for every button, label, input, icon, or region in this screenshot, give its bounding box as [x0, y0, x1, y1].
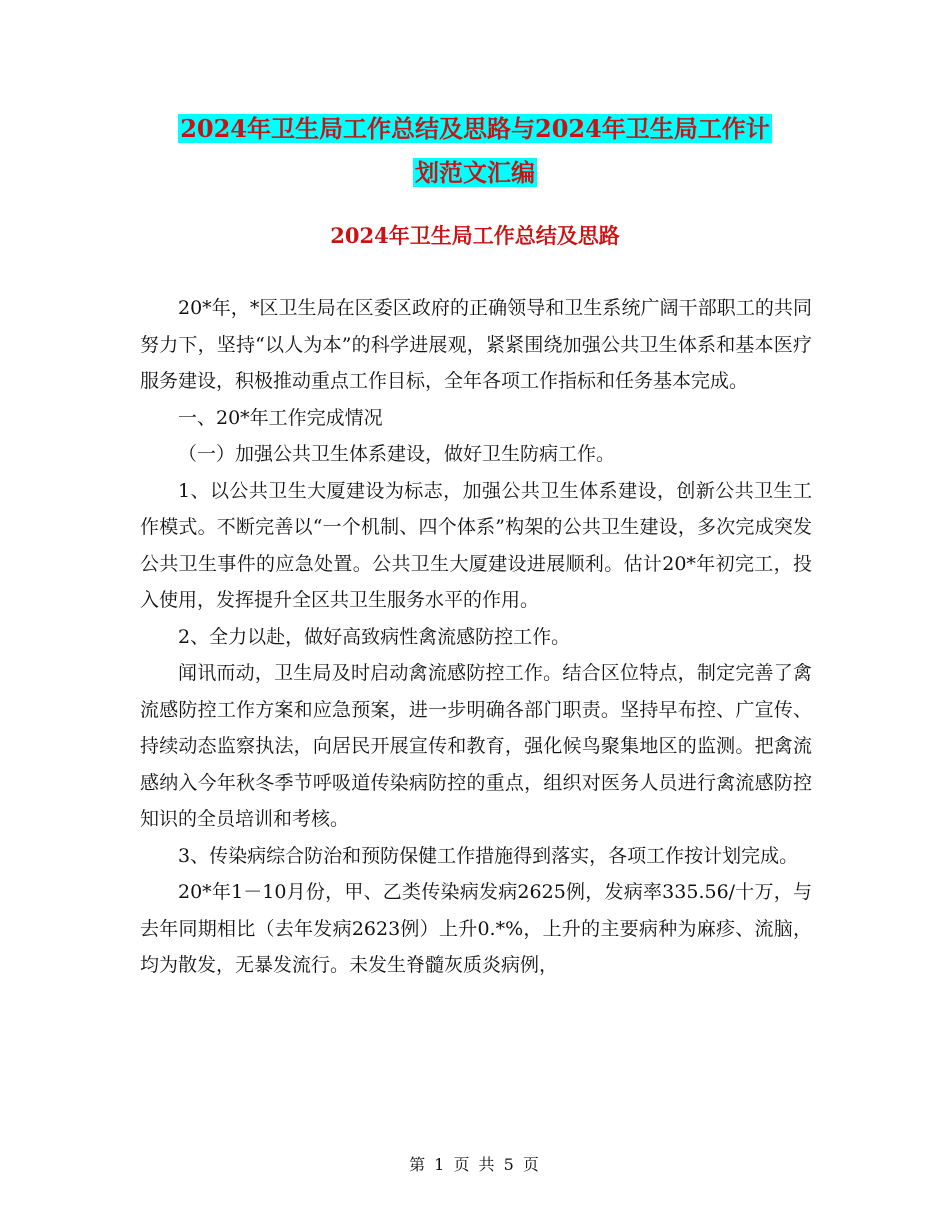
paragraph-item-1: 1、以公共卫生大厦建设为标志，加强公共卫生体系建设，创新公共卫生工作模式。不断完善以“一个机制、四个体系”构架的公共卫生建设，多次完成突发公共卫生事件的应急处置。公共卫生大厦建设进展顺利。估计20*年初完工，投入使用，发挥提升全区共卫生服务水平的作用。 [140, 479, 812, 611]
heading-work-completion: 一、20*年工作完成情况 [178, 406, 383, 429]
document-title-line-2: 划范文汇编 [415, 158, 535, 187]
paragraph-item-2: 2、全力以赴，做好高致病性禽流感防控工作。 [178, 625, 571, 648]
section-title: 2024年卫生局工作总结及思路 [330, 223, 620, 248]
page-footer: 第 1 页 共 5 页 [409, 1155, 541, 1174]
paragraph-bird-flu: 闻讯而动，卫生局及时启动禽流感防控工作。结合区位特点，制定完善了禽流感防控工作方案和应急预案，进一步明确各部门职责。坚持早布控、广宣传、持续动态监察执法，向居民开展宣传和教育，强化候鸟聚集地区的监测。把禽流感纳入今年秋冬季节呼吸道传染病防控的重点，组织对医务人员进行禽流感防控知识的全员培训和考核。 [140, 662, 812, 830]
paragraph-item-3: 3、传染病综合防治和预防保健工作措施得到落实，各项工作按计划完成。 [178, 844, 799, 867]
document-body [140, 290, 812, 984]
paragraph-intro: 20*年，*区卫生局在区委区政府的正确领导和卫生系统广阔干部职工的共同努力下，坚持“以人为本”的科学进展观，紧紧围绕加强公共卫生体系和基本医疗服务建设，积极推动重点工作目标，全年各项工作指标和任务基本完成。 [140, 297, 812, 392]
paragraph-statistics: 20*年1－10月份，甲、乙类传染病发病2625例，发病率335.56/十万，与去年同期相比（去年发病2623例）上升0.*%，上升的主要病种为麻疹、流脑，均为散发，无暴发流行。未发生脊髓灰质炎病例， [140, 881, 812, 976]
document-title-line-1: 2024年卫生局工作总结及思路与2024年卫生局工作计 [180, 114, 770, 143]
subheading-public-health: （一）加强公共卫生体系建设，做好卫生防病工作。 [178, 443, 616, 465]
